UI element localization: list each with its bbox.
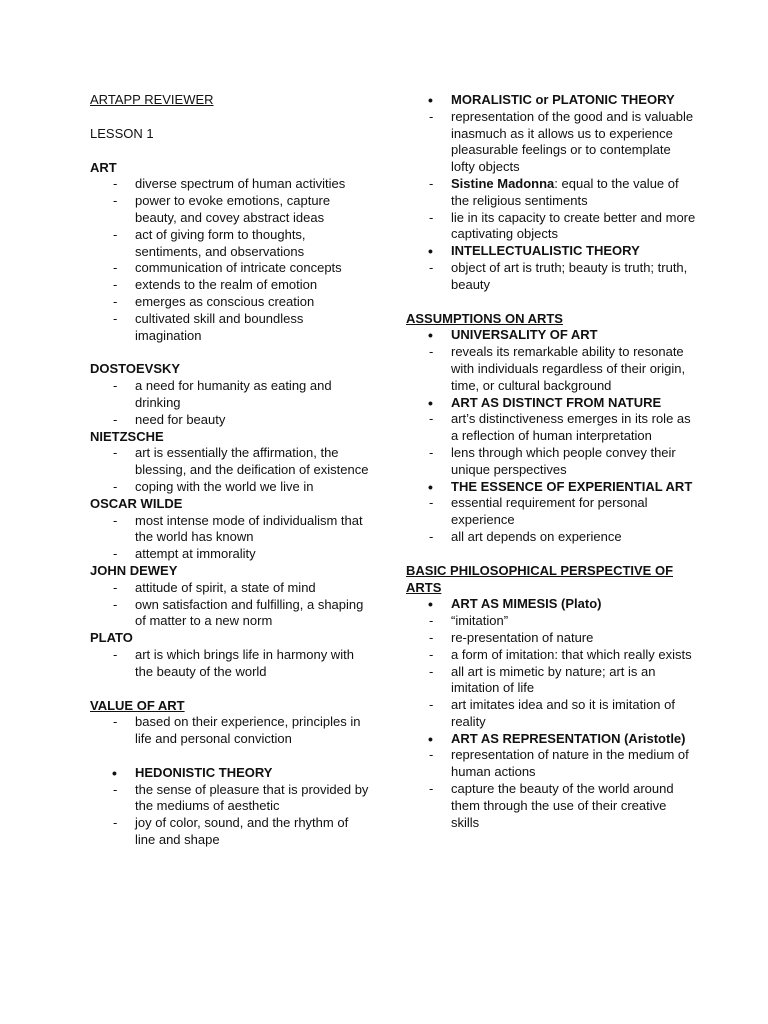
heading-representation: ART AS REPRESENTATION (Aristotle) bbox=[451, 730, 686, 746]
bullet-icon: • bbox=[428, 478, 433, 495]
list-item: - the sense of pleasure that is provided by the mediums of aesthetic bbox=[90, 782, 370, 816]
left-column bbox=[90, 92, 370, 849]
heading-universality: UNIVERSALITY OF ART bbox=[451, 327, 598, 343]
list-item: - all art is mimetic by nature; art is an imitation of life bbox=[406, 664, 696, 698]
bullet-icon: • bbox=[428, 327, 433, 344]
list-item: - diverse spectrum of human activities bbox=[90, 176, 370, 193]
bullet-icon: • bbox=[428, 596, 433, 613]
heading-assumptions: ASSUMPTIONS ON ARTS bbox=[406, 310, 563, 326]
list-item: - object of art is truth; beauty is truth; truth, beauty bbox=[406, 260, 696, 294]
art-list bbox=[90, 176, 370, 344]
bullet-icon: • bbox=[428, 394, 433, 411]
list-item: - all art depends on experience bbox=[406, 529, 696, 546]
list-item: - attitude of spirit, a state of mind bbox=[90, 580, 370, 597]
list-item: - lens through which people convey their unique perspectives bbox=[406, 445, 696, 479]
list-item: - capture the beauty of the world around them through the use of their creative skills bbox=[406, 781, 696, 831]
list-item: - reveals its remarkable ability to resonate with individuals regardless of their origin, time, or cultural background bbox=[406, 344, 696, 394]
section-john-dewey bbox=[90, 563, 370, 630]
bullet-icon: • bbox=[428, 92, 433, 108]
bullet-hedonistic-theory bbox=[90, 765, 370, 782]
bullet-intellectualistic-theory bbox=[406, 243, 696, 260]
list-item: - art’s distinctiveness emerges in its role as a reflection of human interpretation bbox=[406, 411, 696, 445]
heading-value-of-art: VALUE OF ART bbox=[90, 697, 185, 713]
heading-nietzsche: NIETZSCHE bbox=[90, 428, 164, 444]
mimesis-list bbox=[406, 613, 696, 731]
bullet-icon: • bbox=[428, 730, 433, 747]
bullet-experiential-art bbox=[406, 479, 696, 496]
list-item: - based on their experience, principles in life and personal conviction bbox=[90, 714, 370, 748]
list-item: - need for beauty bbox=[90, 412, 370, 429]
list-item: - joy of color, sound, and the rhythm of line and shape bbox=[90, 815, 370, 849]
list-item: - art is which brings life in harmony with the beauty of the world bbox=[90, 647, 370, 681]
bullet-icon: • bbox=[112, 764, 117, 781]
moralistic-list bbox=[406, 109, 696, 243]
section-basic-perspective bbox=[406, 563, 696, 832]
list-item: - art is essentially the affirmation, the blessing, and the deification of existence bbox=[90, 445, 370, 479]
list-item: - coping with the world we live in bbox=[90, 479, 370, 496]
list-item: - a need for humanity as eating and drinking bbox=[90, 378, 370, 412]
sistine-madonna-term: Sistine Madonna bbox=[451, 175, 555, 191]
hedonistic-list bbox=[90, 782, 370, 849]
list-item: - emerges as conscious creation bbox=[90, 294, 370, 311]
list-item: - representation of nature in the medium of human actions bbox=[406, 747, 696, 781]
lesson-label: LESSON 1 bbox=[90, 125, 154, 141]
heading-hedonistic-theory: HEDONISTIC THEORY bbox=[135, 764, 273, 780]
list-item bbox=[406, 176, 696, 210]
list-item: - lie in its capacity to create better and more captivating objects bbox=[406, 210, 696, 244]
value-of-art-list bbox=[90, 714, 370, 748]
list-item: - cultivated skill and boundless imagination bbox=[90, 311, 370, 345]
distinct-list bbox=[406, 411, 696, 478]
list-item: - act of giving form to thoughts, sentiments, and observations bbox=[90, 227, 370, 261]
heading-experiential-art: THE ESSENCE OF EXPERIENTIAL ART bbox=[451, 478, 693, 494]
oscar-wilde-list bbox=[90, 513, 370, 563]
plato-list bbox=[90, 647, 370, 681]
bullet-mimesis bbox=[406, 596, 696, 613]
heading-mimesis: ART AS MIMESIS (Plato) bbox=[451, 596, 602, 612]
universality-list bbox=[406, 344, 696, 394]
list-item: - art imitates idea and so it is imitation of reality bbox=[406, 697, 696, 731]
list-item: - attempt at immorality bbox=[90, 546, 370, 563]
list-item: - own satisfaction and fulfilling, a shaping of matter to a new norm bbox=[90, 597, 370, 631]
john-dewey-list bbox=[90, 580, 370, 630]
document-title: ARTAPP REVIEWER bbox=[90, 92, 214, 107]
list-item: - extends to the realm of emotion bbox=[90, 277, 370, 294]
right-column bbox=[406, 92, 696, 831]
experiential-list bbox=[406, 495, 696, 545]
list-item: - power to evoke emotions, capture beauty, and covey abstract ideas bbox=[90, 193, 370, 227]
bullet-moralistic-theory bbox=[406, 92, 696, 109]
list-item: - communication of intricate concepts bbox=[90, 260, 370, 277]
section-hedonistic-theory bbox=[90, 765, 370, 849]
heading-oscar-wilde: OSCAR WILDE bbox=[90, 495, 183, 511]
heading-moralistic-theory: MORALISTIC or PLATONIC THEORY bbox=[451, 92, 675, 107]
heading-art: ART bbox=[90, 159, 117, 175]
intellectualistic-list bbox=[406, 260, 696, 294]
bullet-distinct-from-nature bbox=[406, 395, 696, 412]
section-oscar-wilde bbox=[90, 496, 370, 563]
section-nietzsche bbox=[90, 429, 370, 496]
representation-list bbox=[406, 747, 696, 831]
list-item: - representation of the good and is valuable inasmuch as it allows us to experience pleasurable feelings or to contemplate lofty objects bbox=[406, 109, 696, 176]
heading-john-dewey: JOHN DEWEY bbox=[90, 562, 178, 578]
section-art bbox=[90, 160, 370, 345]
heading-basic-perspective: BASIC PHILOSOPHICAL PERSPECTIVE OF ARTS bbox=[406, 562, 674, 595]
bullet-representation bbox=[406, 731, 696, 748]
dostoevsky-list bbox=[90, 378, 370, 428]
heading-dostoevsky: DOSTOEVSKY bbox=[90, 361, 181, 377]
section-dostoevsky bbox=[90, 361, 370, 428]
list-item: - “imitation” bbox=[406, 613, 696, 630]
list-item: - a form of imitation: that which really exists bbox=[406, 647, 696, 664]
nietzsche-list bbox=[90, 445, 370, 495]
section-assumptions bbox=[406, 311, 696, 546]
list-item: - most intense mode of individualism that the world has known bbox=[90, 513, 370, 547]
section-plato bbox=[90, 630, 370, 680]
heading-distinct-from-nature: ART AS DISTINCT FROM NATURE bbox=[451, 394, 662, 410]
section-moralistic-theory bbox=[406, 92, 696, 243]
heading-intellectualistic-theory: INTELLECTUALISTIC THEORY bbox=[451, 243, 640, 259]
list-item: - re-presentation of nature bbox=[406, 630, 696, 647]
bullet-universality bbox=[406, 327, 696, 344]
list-item: - essential requirement for personal experience bbox=[406, 495, 696, 529]
section-value-of-art bbox=[90, 698, 370, 748]
sistine-madonna-definition: : equal to the value of the religious sentiments bbox=[451, 175, 679, 208]
heading-plato: PLATO bbox=[90, 630, 133, 646]
section-intellectualistic-theory bbox=[406, 243, 696, 293]
bullet-icon: • bbox=[428, 243, 433, 260]
